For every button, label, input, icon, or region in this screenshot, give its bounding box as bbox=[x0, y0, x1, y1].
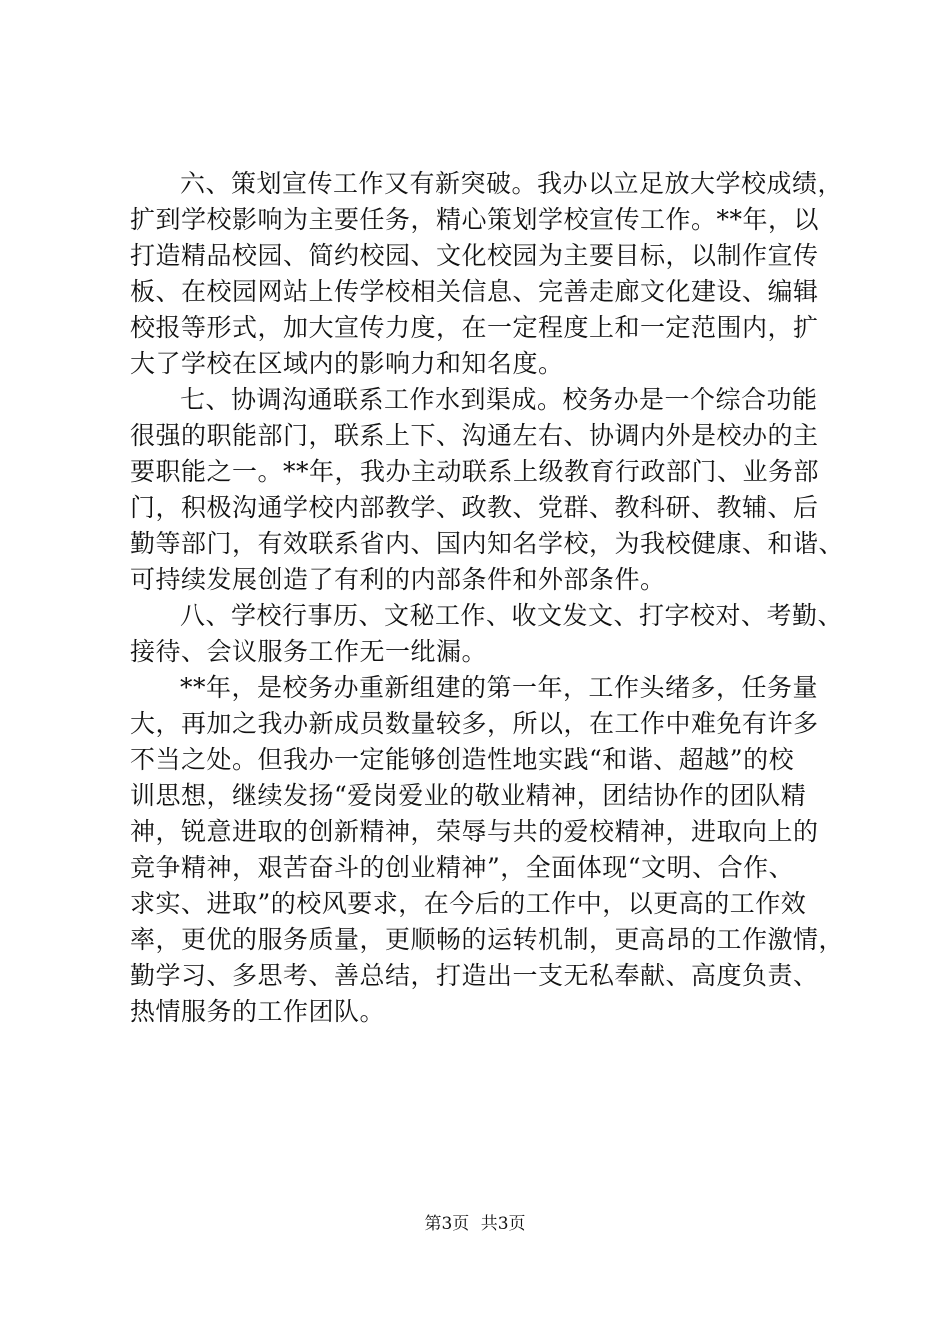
text-line: 率，更优的服务质量，更顺畅的运转机制，更高昂的工作激情， bbox=[130, 925, 845, 954]
text-line: 勤学习、多思考、善总结，打造出一支无私奉献、高度负责、 bbox=[130, 961, 819, 990]
page-total: 共3页 bbox=[480, 1214, 526, 1234]
text-line: 勤等部门，有效联系省内、国内知名学校，为我校健康、和谐、 bbox=[130, 529, 845, 558]
page-number: 第3页 bbox=[424, 1214, 470, 1234]
text-line: 不当之处。但我办一定能够创造性地实践“和谐、超越”的校 bbox=[130, 745, 795, 774]
text-line: 热情服务的工作团队。 bbox=[130, 997, 386, 1026]
text-line: 接待、会议服务工作无一纰漏。 bbox=[130, 637, 488, 666]
text-line: 求实、进取”的校风要求，在今后的工作中，以更高的工作效 bbox=[130, 889, 807, 918]
text-line: 竞争精神，艰苦奋斗的创业精神”，全面体现“文明、合作、 bbox=[130, 853, 795, 882]
text-line: 七、协调沟通联系工作水到渠成。校务办是一个综合功能 bbox=[180, 385, 818, 414]
text-line: 要职能之一。**年，我办主动联系上级教育行政部门、业务部 bbox=[130, 457, 820, 486]
text-line: 校报等形式，加大宣传力度，在一定程度上和一定范围内，扩 bbox=[130, 313, 819, 342]
text-line: 大了学校在区域内的影响力和知名度。 bbox=[130, 349, 564, 378]
text-line: 训思想，继续发扬“爱岗爱业的敬业精神，团结协作的团队精 bbox=[130, 781, 807, 810]
text-line: 板、在校园网站上传学校相关信息、完善走廊文化建设、编辑 bbox=[130, 277, 819, 306]
text-line: 六、策划宣传工作又有新突破。我办以立足放大学校成绩， bbox=[180, 169, 844, 198]
text-line: 可持续发展创造了有利的内部条件和外部条件。 bbox=[130, 565, 666, 594]
text-line: 扩到学校影响为主要任务，精心策划学校宣传工作。**年，以 bbox=[130, 205, 820, 234]
text-line: 八、学校行事历、文秘工作、收文发文、打字校对、考勤、 bbox=[180, 601, 844, 630]
document-body bbox=[130, 166, 845, 1030]
text-line: **年，是校务办重新组建的第一年，工作头绪多，任务量 bbox=[180, 673, 819, 702]
page-footer bbox=[0, 1212, 950, 1236]
text-line: 门，积极沟通学校内部教学、政教、党群、教科研、教辅、后 bbox=[130, 493, 819, 522]
text-line: 很强的职能部门，联系上下、沟通左右、协调内外是校办的主 bbox=[130, 421, 819, 450]
text-line: 神，锐意进取的创新精神，荣辱与共的爱校精神，进取向上的 bbox=[130, 817, 819, 846]
text-line: 大，再加之我办新成员数量较多，所以，在工作中难免有许多 bbox=[130, 709, 819, 738]
text-line: 打造精品校园、简约校园、文化校园为主要目标，以制作宣传 bbox=[130, 241, 819, 270]
